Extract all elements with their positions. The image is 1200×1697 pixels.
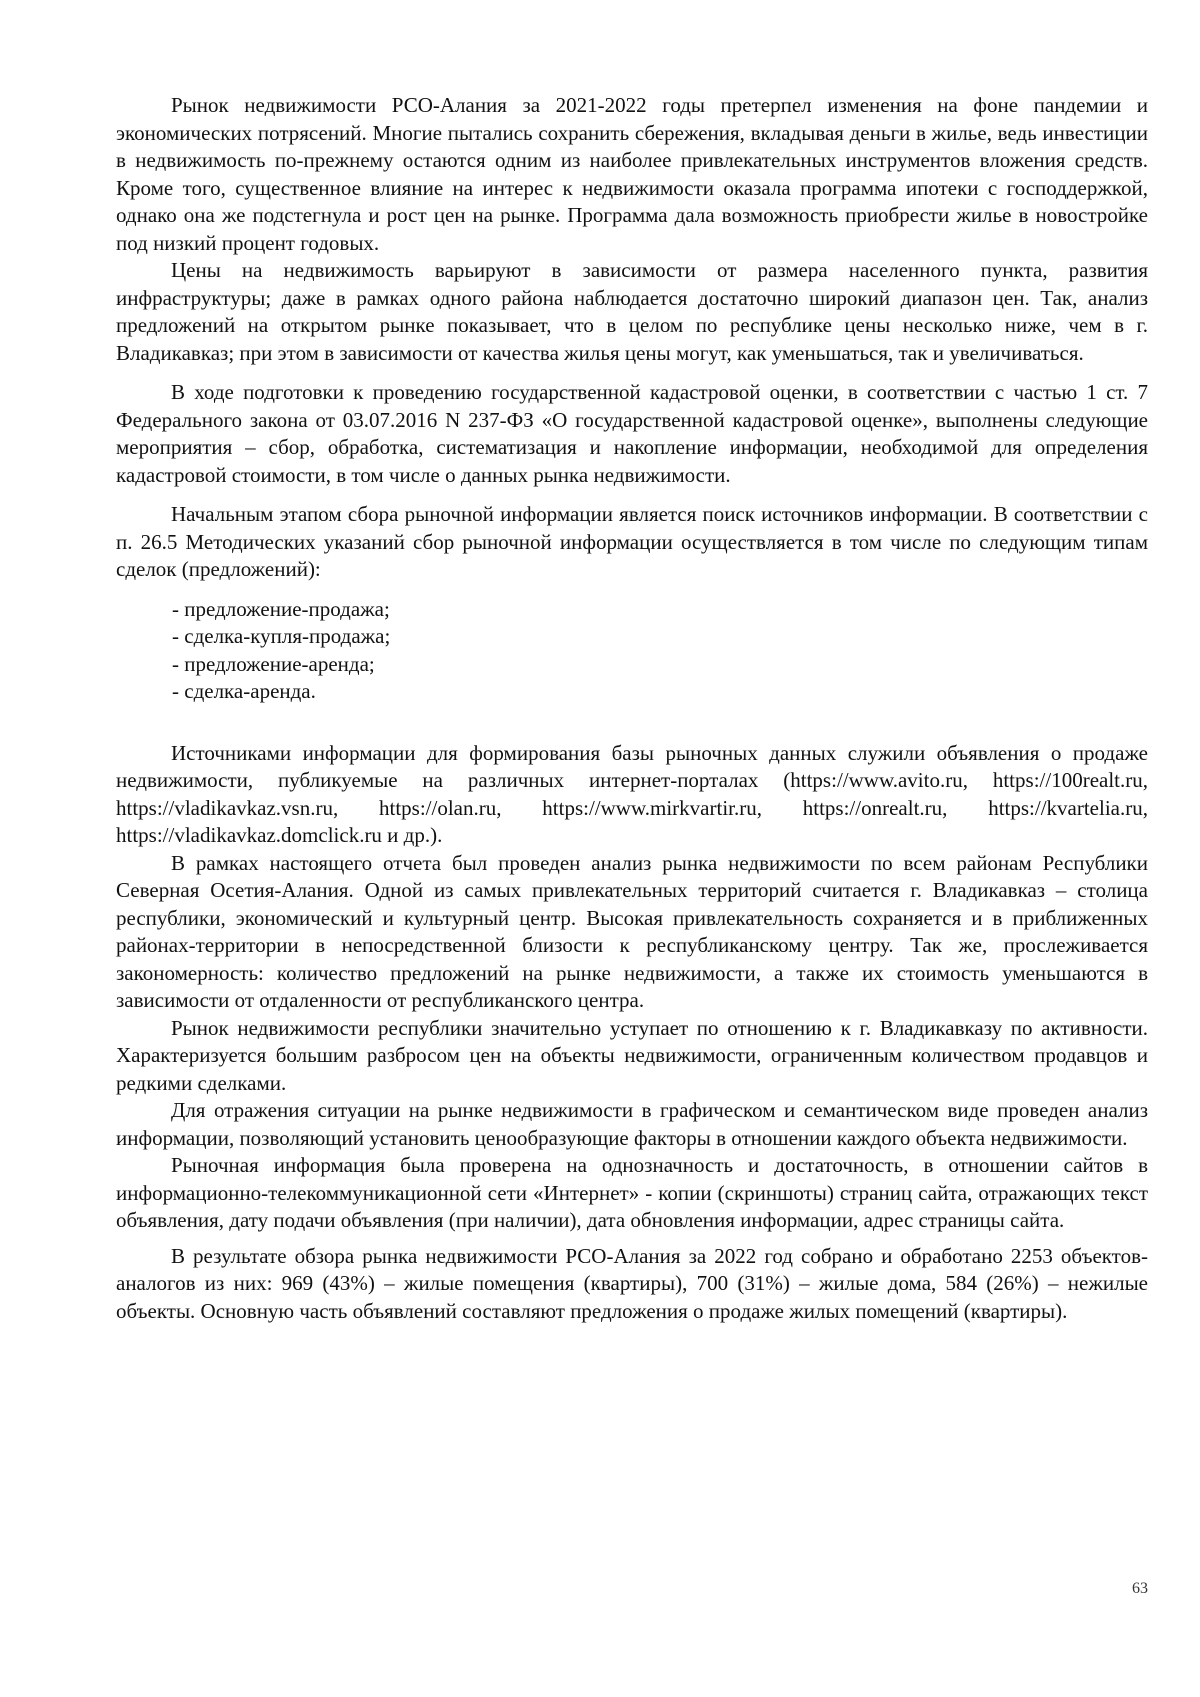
paragraph-cadastral-preparation: В ходе подготовки к проведению государственной кадастровой оценки, в соответствии с частью 1 ст. 7 Федерального закона от 03.07.2016 N 237-ФЗ «О государственной кадастровой оценке», выполнены следующие мероприятия – сбор, обработка, систематизация и накопление информации, необходимой для определения кадастровой стоимости, в том числе о данных рынка недвижимости. bbox=[116, 380, 1148, 487]
list-item: - предложение-аренда; bbox=[172, 651, 375, 676]
list-item: - предложение-продажа; bbox=[172, 596, 390, 621]
document-body bbox=[116, 92, 1148, 1325]
paragraph-pricing-factors: Для отражения ситуации на рынке недвижимости в графическом и семантическом виде проведен анализ информации, позволяющий установить ценообразующие факторы в отношении каждого объекта недвижимости. bbox=[116, 1098, 1148, 1150]
paragraph-market-overview: Рынок недвижимости РСО-Алания за 2021-2022 годы претерпел изменения на фоне пандемии и экономических потрясений. Многие пытались сохранить сбережения, вкладывая деньги в жилье, ведь инвестиции в недвижимость по-прежнему остаются одним из наиболее привлекательных инструментов вложения средств. Кроме того, существенное влияние на интерес к недвижимости оказала программа ипотеки с господдержкой, однако она же подстегнула и рост цен на рынке. Программа дала возможность приобрести жилье в новостройке под низкий процент годовых. bbox=[116, 93, 1148, 255]
paragraph-market-activity: Рынок недвижимости республики значительно уступает по отношению к г. Владикавказу по активности. Характеризуется большим разбросом цен на объекты недвижимости, ограниченным количеством продавцов и редкими сделками. bbox=[116, 1015, 1148, 1095]
deal-types-list bbox=[116, 596, 1148, 706]
paragraph-price-variation: Цены на недвижимость варьируют в зависимости от размера населенного пункта, развития инфраструктуры; даже в рамках одного района наблюдается достаточно широкий диапазон цен. Так, анализ предложений на открытом рынке показывает, что в целом по республике цены несколько ниже, чем в г. Владикавказ; при этом в зависимости от качества жилья цены могут, как уменьшаться, так и увеличиваться. bbox=[116, 258, 1148, 365]
paragraph-data-collection: Начальным этапом сбора рыночной информации является поиск источников информации. В соответствии с п. 26.5 Методических указаний сбор рыночной информации осуществляется в том числе по следующим типам сделок (предложений): bbox=[116, 502, 1148, 581]
paragraph-information-sources: Источниками информации для формирования базы рыночных данных служили объявления о продаже недвижимости, публикуемые на различных интернет-порталах (https://www.avito.ru, https://100realt.ru, https://vladikavkaz.vsn.ru, https://olan.ru, https://www.mirkvartir.ru, https://onrealt.ru, https://kvartelia.ru, https://vladikavkaz.domclick.ru и др.). bbox=[116, 740, 1148, 847]
paragraph-review-results: В результате обзора рынка недвижимости РСО-Алания за 2022 год собрано и обработано 2253 объектов-аналогов из них: 969 (43%) – жилые помещения (квартиры), 700 (31%) – жилые дома, 584 (26%) – нежилые объекты. Основную часть объявлений составляют предложения о продаже жилых помещений (квартиры). bbox=[116, 1243, 1148, 1323]
page-number: 63 bbox=[1132, 1580, 1148, 1597]
list-item: - сделка-купля-продажа; bbox=[172, 624, 391, 648]
list-item: - сделка-аренда. bbox=[172, 679, 316, 703]
paragraph-information-verification: Рыночная информация была проверена на однозначность и достаточность, в отношении сайтов в информационно-телекоммуникационной сети «Интернет» - копии (скриншоты) страниц сайта, отражающих текст объявления, дату подачи объявления (при наличии), дата обновления информации, адрес страницы сайта. bbox=[116, 1153, 1148, 1232]
paragraph-regional-analysis: В рамках настоящего отчета был проведен анализ рынка недвижимости по всем районам Республики Северная Осетия-Алания. Одной из самых привлекательных территорий считается г. Владикавказ – столица республики, экономический и культурный центр. Высокая привлекательность сохраняется и в приближенных районах-территории в непосредственной близости к республиканскому центру. Так же, прослеживается закономерность: количество предложений на рынке недвижимости, а также их стоимость уменьшаются в зависимости от отдаленности от республиканского центра. bbox=[116, 850, 1148, 1012]
